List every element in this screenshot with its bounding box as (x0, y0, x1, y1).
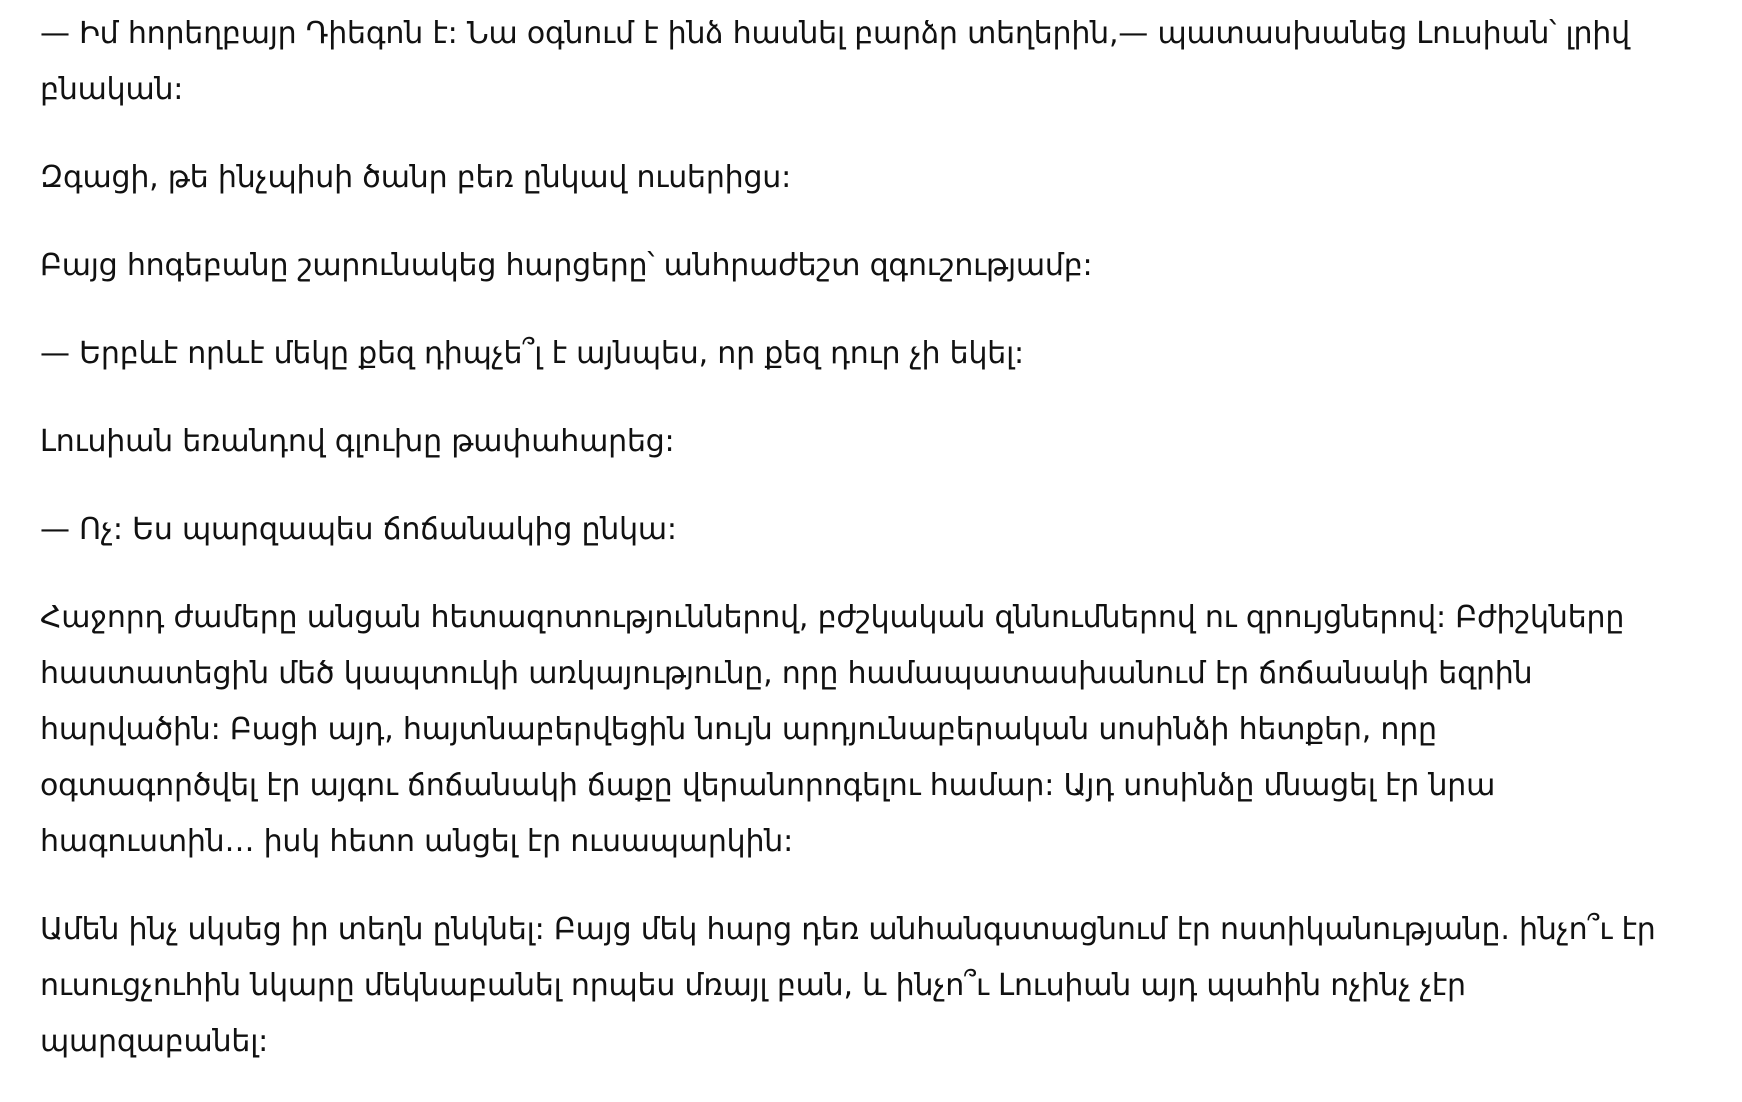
paragraph-8: Ամեն ինչ սկսեց իր տեղն ընկնել: Բայց մեկ հարց դեռ անհանգստացնում էր ոստիկանությանը. ինչո՞ւ էր ուսուցչուհին նկարը մեկնաբանել որպես մռայլ բան, և ինչո՞ւ Լուսիան այդ պահին ոչինչ չէր պարզաբանել: (40, 912, 1656, 1059)
document-body (40, 0, 1660, 1102)
paragraph-3: Բայց հոգեբանը շարունակեց հարցերը՝ անհրաժեշտ զգուշությամբ: (40, 248, 1093, 283)
paragraph-2: Զգացի, թե ինչպիսի ծանր բեռ ընկավ ուսերիցս: (40, 160, 791, 195)
paragraph-5: Լուսիան եռանդով գլուխը թափահարեց: (40, 424, 675, 459)
paragraph-6: — Ոչ: Ես պարզապես ճոճանակից ընկա: (40, 512, 677, 547)
paragraph-1: — Իմ հորեղբայր Դիեգոն է: Նա օգնում է ինձ հասնել բարձր տեղերին,— պատասխանեց Լուսիան՝ լրիվ բնական: (40, 16, 1630, 107)
paragraph-4: — Երբևէ որևէ մեկը քեզ դիպչե՞լ է այնպես, որ քեզ դուր չի եկել: (40, 336, 1024, 371)
paragraph-7: Հաջորդ ժամերը անցան հետազոտություններով, բժշկական զննումներով ու զրույցներով: Բժիշկները հաստատեցին մեծ կապտուկի առկայությունը, որը համապատասխանում էր ճոճանակի եզրին հարվածին: Բացի այդ, հայտնաբերվեցին նույն արդյունաբերական սոսինձի հետքեր, որը օգտագործվել էր այգու ճոճանակի ճաքը վերանորոգելու համար: Այդ սոսինձը մնացել էր նրա հագուստին… իսկ հետո անցել էր ուսապարկին: (40, 600, 1625, 859)
